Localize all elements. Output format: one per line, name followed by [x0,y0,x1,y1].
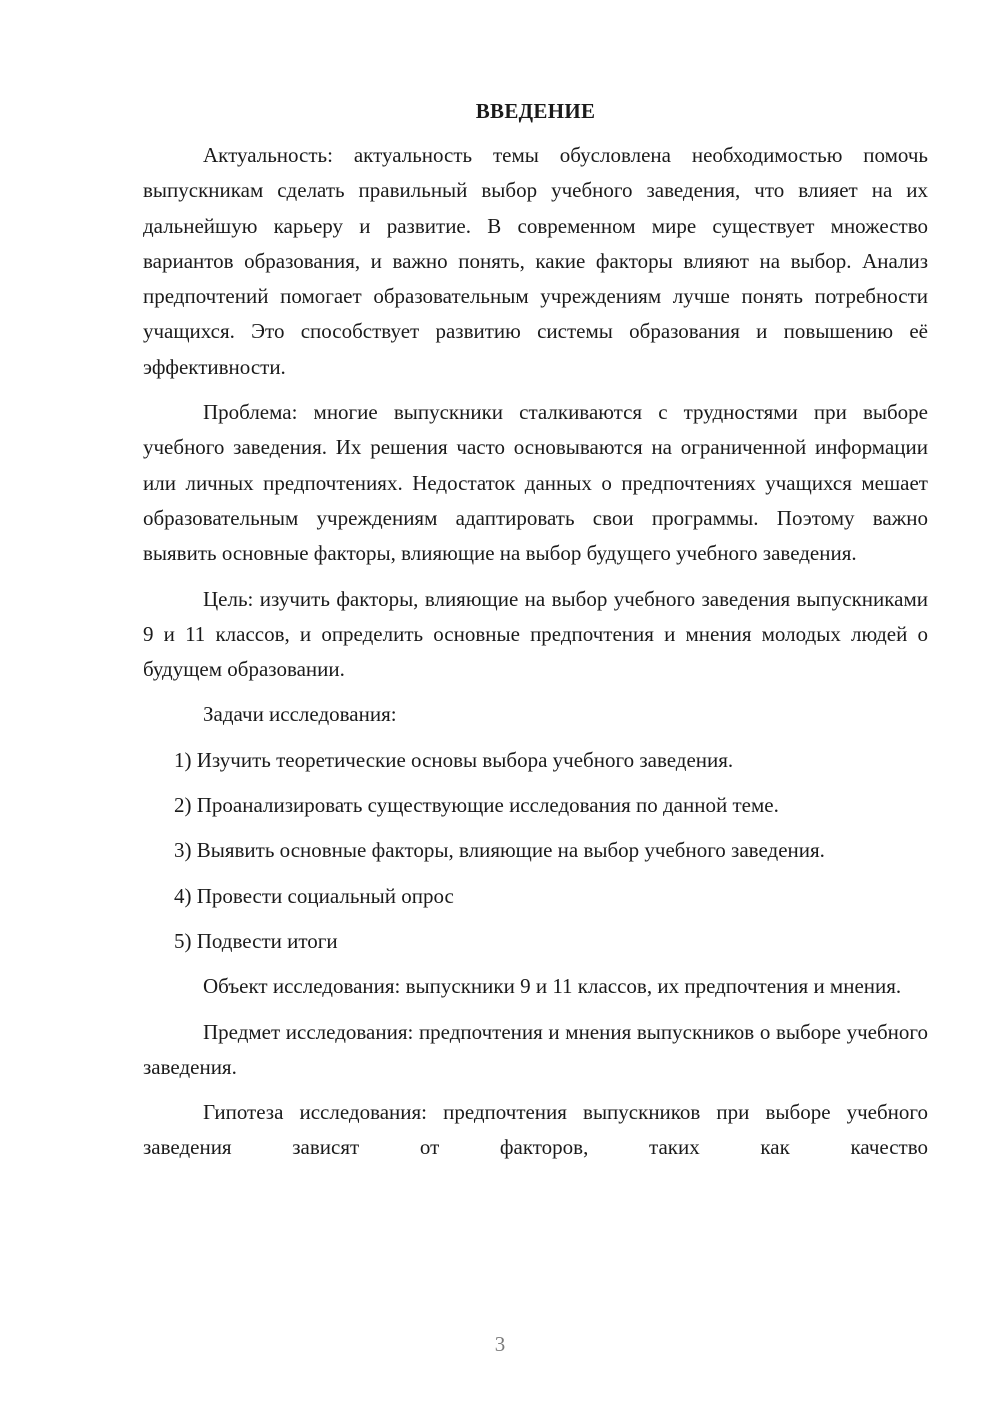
task-item-4: 4) Провести социальный опрос [174,883,454,908]
paragraph-subject: Предмет исследования: предпочтения и мнения выпускников о выборе учебного заведения. [143,1019,928,1079]
paragraph-goal: Цель: изучить факторы, влияющие на выбор учебного заведения выпускниками 9 и 11 классов, и определить основные предпочтения и мнения молодых людей о будущем образовании. [143,586,928,682]
task-item-2: 2) Проанализировать существующие исследования по данной теме. [174,793,779,818]
task-item-5: 5) Подвести итоги [174,928,338,953]
paragraph-hypothesis: Гипотеза исследования: предпочтения выпускников при выборе учебного заведения зависят от факторов, таких как качество [143,1100,928,1160]
document-page [143,96,928,1166]
task-item-1: 1) Изучить теоретические основы выбора учебного заведения. [174,747,734,772]
page-number: 3 [494,1332,506,1356]
tasks-heading: Задачи исследования: [203,702,397,727]
task-item-3: 3) Выявить основные факторы, влияющие на выбор учебного заведения. [174,838,825,863]
paragraph-problem: Проблема: многие выпускники сталкиваются с трудностями при выборе учебного заведения. Их решения часто основываются на ограниченной информации или личных предпочтениях. Недостаток данных о предпочтениях учащихся мешает образовательным учреждениям адаптировать свои программы. Поэтому важно выявить основные факторы, влияющие на выбор будущего учебного заведения. [143,400,928,566]
paragraph-object: Объект исследования: выпускники 9 и 11 классов, их предпочтения и мнения. [203,974,902,999]
section-title: ВВЕДЕНИЕ [475,99,596,123]
paragraph-relevance: Актуальность: актуальность темы обусловлена необходимостью помочь выпускникам сделать правильный выбор учебного заведения, что влияет на их дальнейшую карьеру и развитие. В современном мире существует множество вариантов образования, и важно понять, какие факторы влияют на выбор. Анализ предпочтений помогает образовательным учреждениям лучше понять потребности учащихся. Это способствует развитию системы образования и повышению её эффективности. [143,143,928,379]
